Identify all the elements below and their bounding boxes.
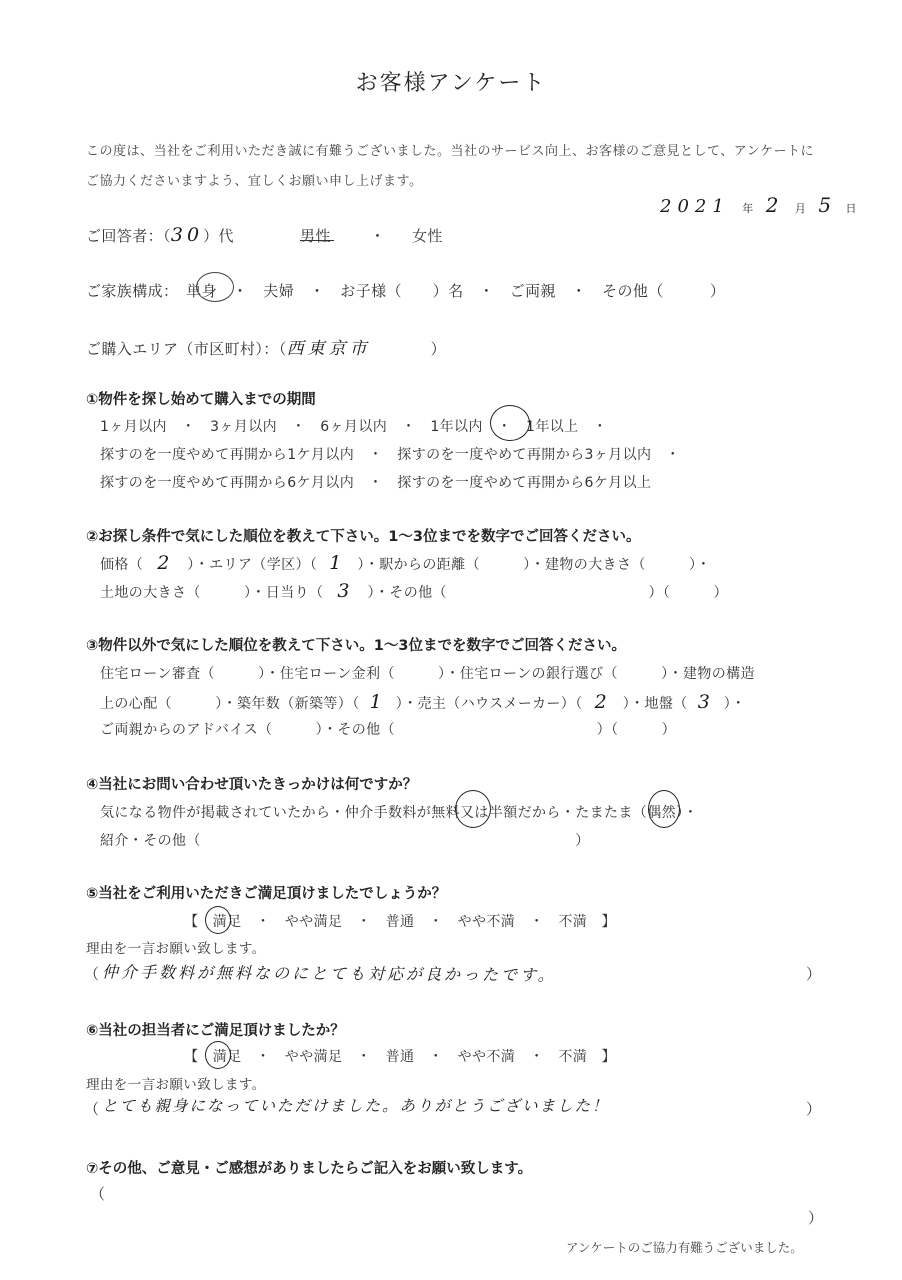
q1-line-2: 探すのを一度やめて再開から1ケ月以内 ・ 探すのを一度やめて再開から3ヶ月以内 ・ [100, 447, 681, 463]
q2-price-value: 2 [157, 552, 174, 574]
q3-l2a: 上の心配（ ）・築年数（新築等）（ [100, 696, 360, 712]
q2-area-value: 1 [329, 552, 346, 574]
family-single-circle [196, 272, 234, 302]
survey-date [660, 193, 857, 217]
date-year-unit: 年 [742, 202, 754, 215]
q5-satisfied-mark [205, 906, 231, 934]
q2-line-2 [100, 580, 728, 602]
date-year: 2021 [660, 196, 730, 217]
respondent-row [86, 224, 234, 246]
area-value: 西東京市 [286, 339, 371, 359]
q1-line-3: 探すのを一度やめて再開から6ケ月以内 ・ 探すのを一度やめて再開から6ケ月以上 [100, 475, 652, 491]
respondent-age: 30 [170, 224, 204, 246]
q3-line-3: ご両親からのアドバイス（ ）・その他（ ）（ ） [100, 722, 676, 738]
q3-title: ③物件以外で気にした順位を教えて下さい。1～3位までを数字でご回答ください。 [86, 638, 626, 654]
q1-line-1: 1ヶ月以内 ・ 3ヶ月以内 ・ 6ヶ月以内 ・ 1年以内 ・ 1年以上 ・ [100, 419, 608, 435]
q3-line-1: 住宅ローン審査（ ）・住宅ローン金利（ ）・住宅ローンの銀行選び（ ）・建物の構造 [100, 666, 755, 682]
date-month-unit: 月 [794, 202, 806, 215]
q4-title: ④当社にお問い合わせ頂いたきっかけは何ですか？ [86, 777, 418, 793]
q5-reason-text: 仲介手数料が無料なのにとても対応が良かったです。 [101, 962, 557, 985]
male-underline-mark [300, 240, 334, 241]
q2-line-1 [100, 552, 711, 574]
gender-dot: ・ [370, 227, 386, 245]
q2-price-label: 価格（ [100, 557, 144, 573]
q3-seller-value: 2 [594, 691, 611, 713]
q5-reason-label: 理由を一言お願い致します。 [86, 941, 266, 957]
q5-satisfaction-scale: 【 満足 ・ やや満足 ・ 普通 ・ やや不満 ・ 不満 】 [184, 914, 616, 930]
area-close: ） [430, 340, 447, 358]
gender-female: 女性 [412, 227, 443, 245]
intro-line-1: この度は、当社をご利用いただき誠に有難うございました。当社のサービス向上、お客様のご意見として、アンケートに [86, 144, 814, 159]
q2-sun-value: 3 [337, 580, 354, 602]
date-month: 2 [765, 193, 783, 217]
q1-answer-circle [490, 405, 530, 441]
area-row [86, 334, 446, 359]
q6-reason-label: 理由を一言お願い致します。 [86, 1077, 266, 1093]
q3-age-value: 1 [369, 691, 386, 713]
q3-l2d: ）・ [723, 696, 746, 712]
q6-reason-close: ） [806, 1100, 822, 1118]
area-label: ご購入エリア（市区町村）：（ [86, 340, 287, 358]
respondent-age-suffix: ）代 [203, 227, 234, 245]
q2-station-label: ）・駅からの距離（ ）・建物の大きさ（ ）・ [357, 557, 711, 573]
q6-satisfied-mark [205, 1041, 231, 1069]
q4-line-2: 紹介・その他（ ） [100, 833, 590, 849]
q3-ground-value: 3 [697, 691, 714, 713]
q7-title: ⑦その他、ご意見・ご感想がありましたらご記入をお願い致します。 [86, 1161, 533, 1177]
q4-line-1: 気になる物件が掲載されていたから・仲介手数料が無料又は半額だから・たまたま（偶然）・ [100, 805, 698, 821]
q7-comment-open: （ [90, 1185, 106, 1203]
family-row: ご家族構成： 単身 ・ 夫婦 ・ お子様（ ）名 ・ ご両親 ・ その他（ ） [86, 282, 726, 300]
q3-l2c: ）・地盤（ [622, 696, 688, 712]
respondent-label: ご回答者：（ [86, 227, 171, 245]
q2-land-label: 土地の大きさ（ ）・日当り（ [100, 585, 324, 601]
q1-title: ①物件を探し始めて購入までの期間 [86, 392, 316, 408]
q6-satisfaction-scale: 【 満足 ・ やや満足 ・ 普通 ・ やや不満 ・ 不満 】 [184, 1049, 616, 1065]
q5-reason-open: （ [84, 965, 100, 983]
q6-title: ⑥当社の担当者にご満足頂けましたか？ [86, 1023, 345, 1039]
date-day: 5 [818, 193, 836, 217]
q6-reason-open: （ [84, 1100, 100, 1118]
intro-line-2: ご協力くださいますよう、宜しくお願い申し上げます。 [86, 174, 423, 189]
q2-title: ②お探し条件で気にした順位を教えて下さい。1～3位までを数字でご回答ください。 [86, 529, 641, 545]
q7-comment-close: ） [808, 1209, 824, 1227]
q6-reason-text: とても親身になっていただけました。ありがとうございました！ [102, 1097, 610, 1115]
q2-other-label: ）・その他（ ）（ ） [367, 585, 728, 601]
footer-thanks: アンケートのご協力有難うございました。 [566, 1240, 803, 1255]
date-day-unit: 日 [845, 202, 857, 215]
q3-l2b: ）・売主（ハウスメーカー）（ [395, 696, 583, 712]
gender-male: 男性 [300, 227, 331, 245]
q3-line-2 [100, 691, 746, 713]
page-title: お客様アンケート [355, 71, 547, 96]
q2-area-label: ）・エリア（学区）（ [187, 557, 318, 573]
q4-coincidence-circle [648, 790, 680, 828]
q4-free-fee-circle [455, 790, 491, 828]
q5-reason-close: ） [806, 965, 822, 983]
q5-title: ⑤当社をご利用いただきご満足頂けましたでしょうか？ [86, 886, 447, 902]
